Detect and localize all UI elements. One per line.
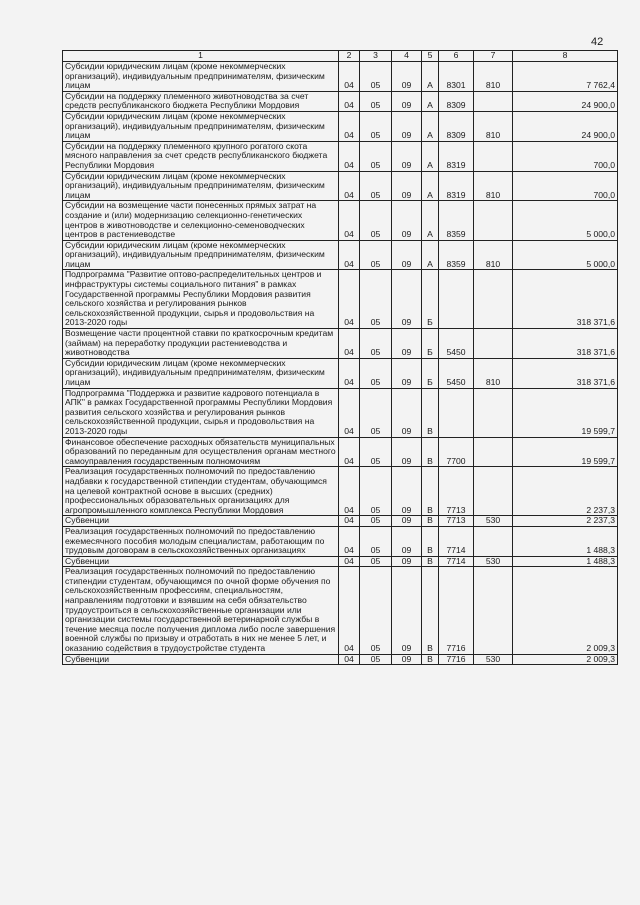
- row-code-5: В: [422, 388, 439, 437]
- row-code-7: [474, 437, 513, 467]
- row-code-2: 04: [339, 654, 360, 665]
- row-code-4: 09: [392, 171, 422, 201]
- table-row: [63, 111, 618, 141]
- row-code-6: 8319: [439, 141, 474, 171]
- row-amount: 5 000,0: [513, 240, 618, 270]
- table-row: [63, 654, 618, 665]
- row-code-6: 7700: [439, 437, 474, 467]
- table-row: [63, 171, 618, 201]
- row-code-3: 05: [360, 516, 392, 527]
- row-code-4: 09: [392, 329, 422, 359]
- row-code-3: 05: [360, 358, 392, 388]
- budget-table: [62, 50, 618, 665]
- row-code-2: 04: [339, 62, 360, 92]
- row-code-6: 8359: [439, 240, 474, 270]
- row-code-5: В: [422, 516, 439, 527]
- row-code-3: 05: [360, 171, 392, 201]
- row-name: Субсидии юридическим лицам (кроме некоммерческих организаций), индивидуальным предпринимателям, физическим лицам: [63, 358, 339, 388]
- table-row: [63, 329, 618, 359]
- row-code-7: [474, 270, 513, 329]
- row-code-6: 8301: [439, 62, 474, 92]
- row-code-2: 04: [339, 516, 360, 527]
- row-code-6: 7714: [439, 526, 474, 556]
- row-code-7: 530: [474, 516, 513, 527]
- row-code-2: 04: [339, 567, 360, 654]
- row-name: Субсидии юридическим лицам (кроме некоммерческих организаций), индивидуальным предпринимателям, физическим лицам: [63, 111, 339, 141]
- row-code-4: 09: [392, 358, 422, 388]
- row-code-2: 04: [339, 171, 360, 201]
- header-cell: 4: [392, 51, 422, 62]
- row-code-4: 09: [392, 91, 422, 111]
- row-name: Субвенции: [63, 516, 339, 527]
- row-code-5: А: [422, 141, 439, 171]
- row-code-4: 09: [392, 62, 422, 92]
- row-code-2: 04: [339, 201, 360, 240]
- row-amount: 19 599,7: [513, 437, 618, 467]
- row-code-7: 530: [474, 654, 513, 665]
- row-code-6: 7714: [439, 556, 474, 567]
- table-row: [63, 556, 618, 567]
- row-code-3: 05: [360, 201, 392, 240]
- row-amount: 1 488,3: [513, 526, 618, 556]
- table-row: [63, 270, 618, 329]
- row-code-2: 04: [339, 329, 360, 359]
- page-number: 42: [591, 36, 604, 48]
- table-row: [63, 388, 618, 437]
- header-cell: 7: [474, 51, 513, 62]
- table-row: [63, 358, 618, 388]
- row-amount: 7 762,4: [513, 62, 618, 92]
- row-code-7: 530: [474, 556, 513, 567]
- row-code-4: 09: [392, 556, 422, 567]
- row-code-5: В: [422, 654, 439, 665]
- row-name: Субвенции: [63, 654, 339, 665]
- row-code-2: 04: [339, 526, 360, 556]
- row-name: Реализация государственных полномочий по предоставлению ежемесячного пособия молодым специалистам, работающим по трудовым договорам в сельскохозяйственных организациях: [63, 526, 339, 556]
- row-amount: 24 900,0: [513, 91, 618, 111]
- row-code-6: 7713: [439, 516, 474, 527]
- header-cell: 5: [422, 51, 439, 62]
- row-amount: 2 237,3: [513, 516, 618, 527]
- table-row: [63, 201, 618, 240]
- row-code-5: В: [422, 437, 439, 467]
- row-code-5: В: [422, 556, 439, 567]
- row-code-4: 09: [392, 388, 422, 437]
- row-code-3: 05: [360, 329, 392, 359]
- row-code-6: [439, 270, 474, 329]
- row-code-5: А: [422, 91, 439, 111]
- row-code-7: 810: [474, 111, 513, 141]
- row-code-3: 05: [360, 62, 392, 92]
- row-code-3: 05: [360, 467, 392, 516]
- row-code-4: 09: [392, 141, 422, 171]
- row-code-5: А: [422, 171, 439, 201]
- row-code-5: А: [422, 62, 439, 92]
- row-code-6: 7716: [439, 567, 474, 654]
- table-row: [63, 91, 618, 111]
- row-code-3: 05: [360, 567, 392, 654]
- row-name: Субсидии юридическим лицам (кроме некоммерческих организаций), индивидуальным предпринимателям, физическим лицам: [63, 171, 339, 201]
- table-row: [63, 240, 618, 270]
- row-amount: 318 371,6: [513, 329, 618, 359]
- row-code-4: 09: [392, 467, 422, 516]
- row-code-7: [474, 567, 513, 654]
- row-amount: 2 009,3: [513, 567, 618, 654]
- row-code-5: Б: [422, 329, 439, 359]
- row-code-3: 05: [360, 240, 392, 270]
- row-code-6: 8309: [439, 111, 474, 141]
- row-name: Реализация государственных полномочий по предоставлению стипендии студентам, обучающимся по очной форме обучения по сельскохозяйственным профессиям, специальностям, направлениям подготовки и взявшим на себя обязательство трудоустроиться в сельскохозяйственные организации или организации системы государственной ветеринарной службы в течение месяца после получения диплома либо после завершения военной службы по призыву и отработать в них не менее 5 лет, и оказанию содействия в трудоустройстве студента: [63, 567, 339, 654]
- row-name: Субсидии юридическим лицам (кроме некоммерческих организаций), индивидуальным предпринимателям, физическим лицам: [63, 62, 339, 92]
- row-code-7: [474, 526, 513, 556]
- row-code-4: 09: [392, 240, 422, 270]
- row-code-7: [474, 388, 513, 437]
- row-code-2: 04: [339, 240, 360, 270]
- row-amount: 2 237,3: [513, 467, 618, 516]
- row-code-6: 5450: [439, 329, 474, 359]
- row-code-2: 04: [339, 111, 360, 141]
- row-code-2: 04: [339, 388, 360, 437]
- row-code-7: 810: [474, 240, 513, 270]
- row-code-3: 05: [360, 526, 392, 556]
- row-amount: 318 371,6: [513, 270, 618, 329]
- row-code-3: 05: [360, 111, 392, 141]
- row-name: Подпрограмма "Поддержка и развитие кадрового потенциала в АПК" в рамках Государственной программы Республики Мордовия развития сельского хозяйства и регулирования рынков сельскохозяйственной продукции, сырья и продовольствия на 2013-2020 годы: [63, 388, 339, 437]
- row-code-7: [474, 467, 513, 516]
- row-name: Субсидии юридическим лицам (кроме некоммерческих организаций), индивидуальным предпринимателям, физическим лицам: [63, 240, 339, 270]
- row-code-2: 04: [339, 141, 360, 171]
- row-code-2: 04: [339, 270, 360, 329]
- row-code-6: [439, 388, 474, 437]
- row-amount: 700,0: [513, 141, 618, 171]
- row-code-3: 05: [360, 654, 392, 665]
- row-name: Субвенции: [63, 556, 339, 567]
- table-row: [63, 516, 618, 527]
- table-row: [63, 467, 618, 516]
- table-row: [63, 567, 618, 654]
- row-code-4: 09: [392, 567, 422, 654]
- row-code-7: [474, 141, 513, 171]
- row-code-3: 05: [360, 141, 392, 171]
- row-code-2: 04: [339, 556, 360, 567]
- table-row: [63, 526, 618, 556]
- row-amount: 700,0: [513, 171, 618, 201]
- row-code-2: 04: [339, 358, 360, 388]
- row-name: Подпрограмма "Развитие оптово-распределительных центров и инфраструктуры системы социального питания" в рамках Государственной программы Республики Мордовия развития сельского хозяйства и регулирования рынков сельскохозяйственной продукции, сырья и продовольствия на 2013-2020 годы: [63, 270, 339, 329]
- row-code-4: 09: [392, 111, 422, 141]
- header-cell: 8: [513, 51, 618, 62]
- row-code-6: 7716: [439, 654, 474, 665]
- row-name: Возмещение части процентной ставки по краткосрочным кредитам (займам) на переработку продукции растениеводства и животноводства: [63, 329, 339, 359]
- row-code-5: А: [422, 201, 439, 240]
- row-code-6: 5450: [439, 358, 474, 388]
- table-row: [63, 437, 618, 467]
- row-amount: 1 488,3: [513, 556, 618, 567]
- header-cell: 3: [360, 51, 392, 62]
- row-code-4: 09: [392, 516, 422, 527]
- row-code-3: 05: [360, 270, 392, 329]
- row-code-7: 810: [474, 62, 513, 92]
- row-name: Субсидии на поддержку племенного животноводства за счет средств республиканского бюджета Республики Мордовия: [63, 91, 339, 111]
- row-code-7: 810: [474, 358, 513, 388]
- row-code-4: 09: [392, 437, 422, 467]
- header-cell: 2: [339, 51, 360, 62]
- row-code-7: 810: [474, 171, 513, 201]
- row-code-6: 8309: [439, 91, 474, 111]
- row-code-5: А: [422, 240, 439, 270]
- row-code-7: [474, 91, 513, 111]
- row-code-4: 09: [392, 654, 422, 665]
- row-code-3: 05: [360, 437, 392, 467]
- row-name: Реализация государственных полномочий по предоставлению надбавки к государственной стипендии студентам, обучающимся на целевой контрактной основе в высших (средних) профессиональных образовательных организациях для агропромышленного комплекса Республики Мордовия: [63, 467, 339, 516]
- row-code-3: 05: [360, 556, 392, 567]
- row-code-7: [474, 201, 513, 240]
- row-code-5: В: [422, 526, 439, 556]
- row-name: Финансовое обеспечение расходных обязательств муниципальных образований по переданным для осуществления органам местного самоуправления государственным полномочиям: [63, 437, 339, 467]
- header-cell: 6: [439, 51, 474, 62]
- row-amount: 19 599,7: [513, 388, 618, 437]
- row-code-5: Б: [422, 358, 439, 388]
- row-amount: 24 900,0: [513, 111, 618, 141]
- header-cell: 1: [63, 51, 339, 62]
- row-code-6: 8319: [439, 171, 474, 201]
- row-code-3: 05: [360, 388, 392, 437]
- table-row: [63, 141, 618, 171]
- row-code-6: 8359: [439, 201, 474, 240]
- table-row: [63, 62, 618, 92]
- row-code-4: 09: [392, 526, 422, 556]
- row-code-6: 7713: [439, 467, 474, 516]
- row-code-3: 05: [360, 91, 392, 111]
- row-code-7: [474, 329, 513, 359]
- table-header-row: [63, 51, 618, 62]
- row-code-4: 09: [392, 201, 422, 240]
- row-amount: 2 009,3: [513, 654, 618, 665]
- row-code-5: В: [422, 567, 439, 654]
- row-code-5: В: [422, 467, 439, 516]
- row-name: Субсидии на поддержку племенного крупного рогатого скота мясного направления за счет средств республиканского бюджета Республики Мордовия: [63, 141, 339, 171]
- row-name: Субсидии на возмещение части понесенных прямых затрат на создание и (или) модернизацию селекционно-генетических центров в животноводстве и селекционно-семеноводческих центров в растениеводстве: [63, 201, 339, 240]
- row-amount: 318 371,6: [513, 358, 618, 388]
- row-amount: 5 000,0: [513, 201, 618, 240]
- row-code-2: 04: [339, 91, 360, 111]
- row-code-5: Б: [422, 270, 439, 329]
- row-code-2: 04: [339, 437, 360, 467]
- row-code-4: 09: [392, 270, 422, 329]
- row-code-5: А: [422, 111, 439, 141]
- row-code-2: 04: [339, 467, 360, 516]
